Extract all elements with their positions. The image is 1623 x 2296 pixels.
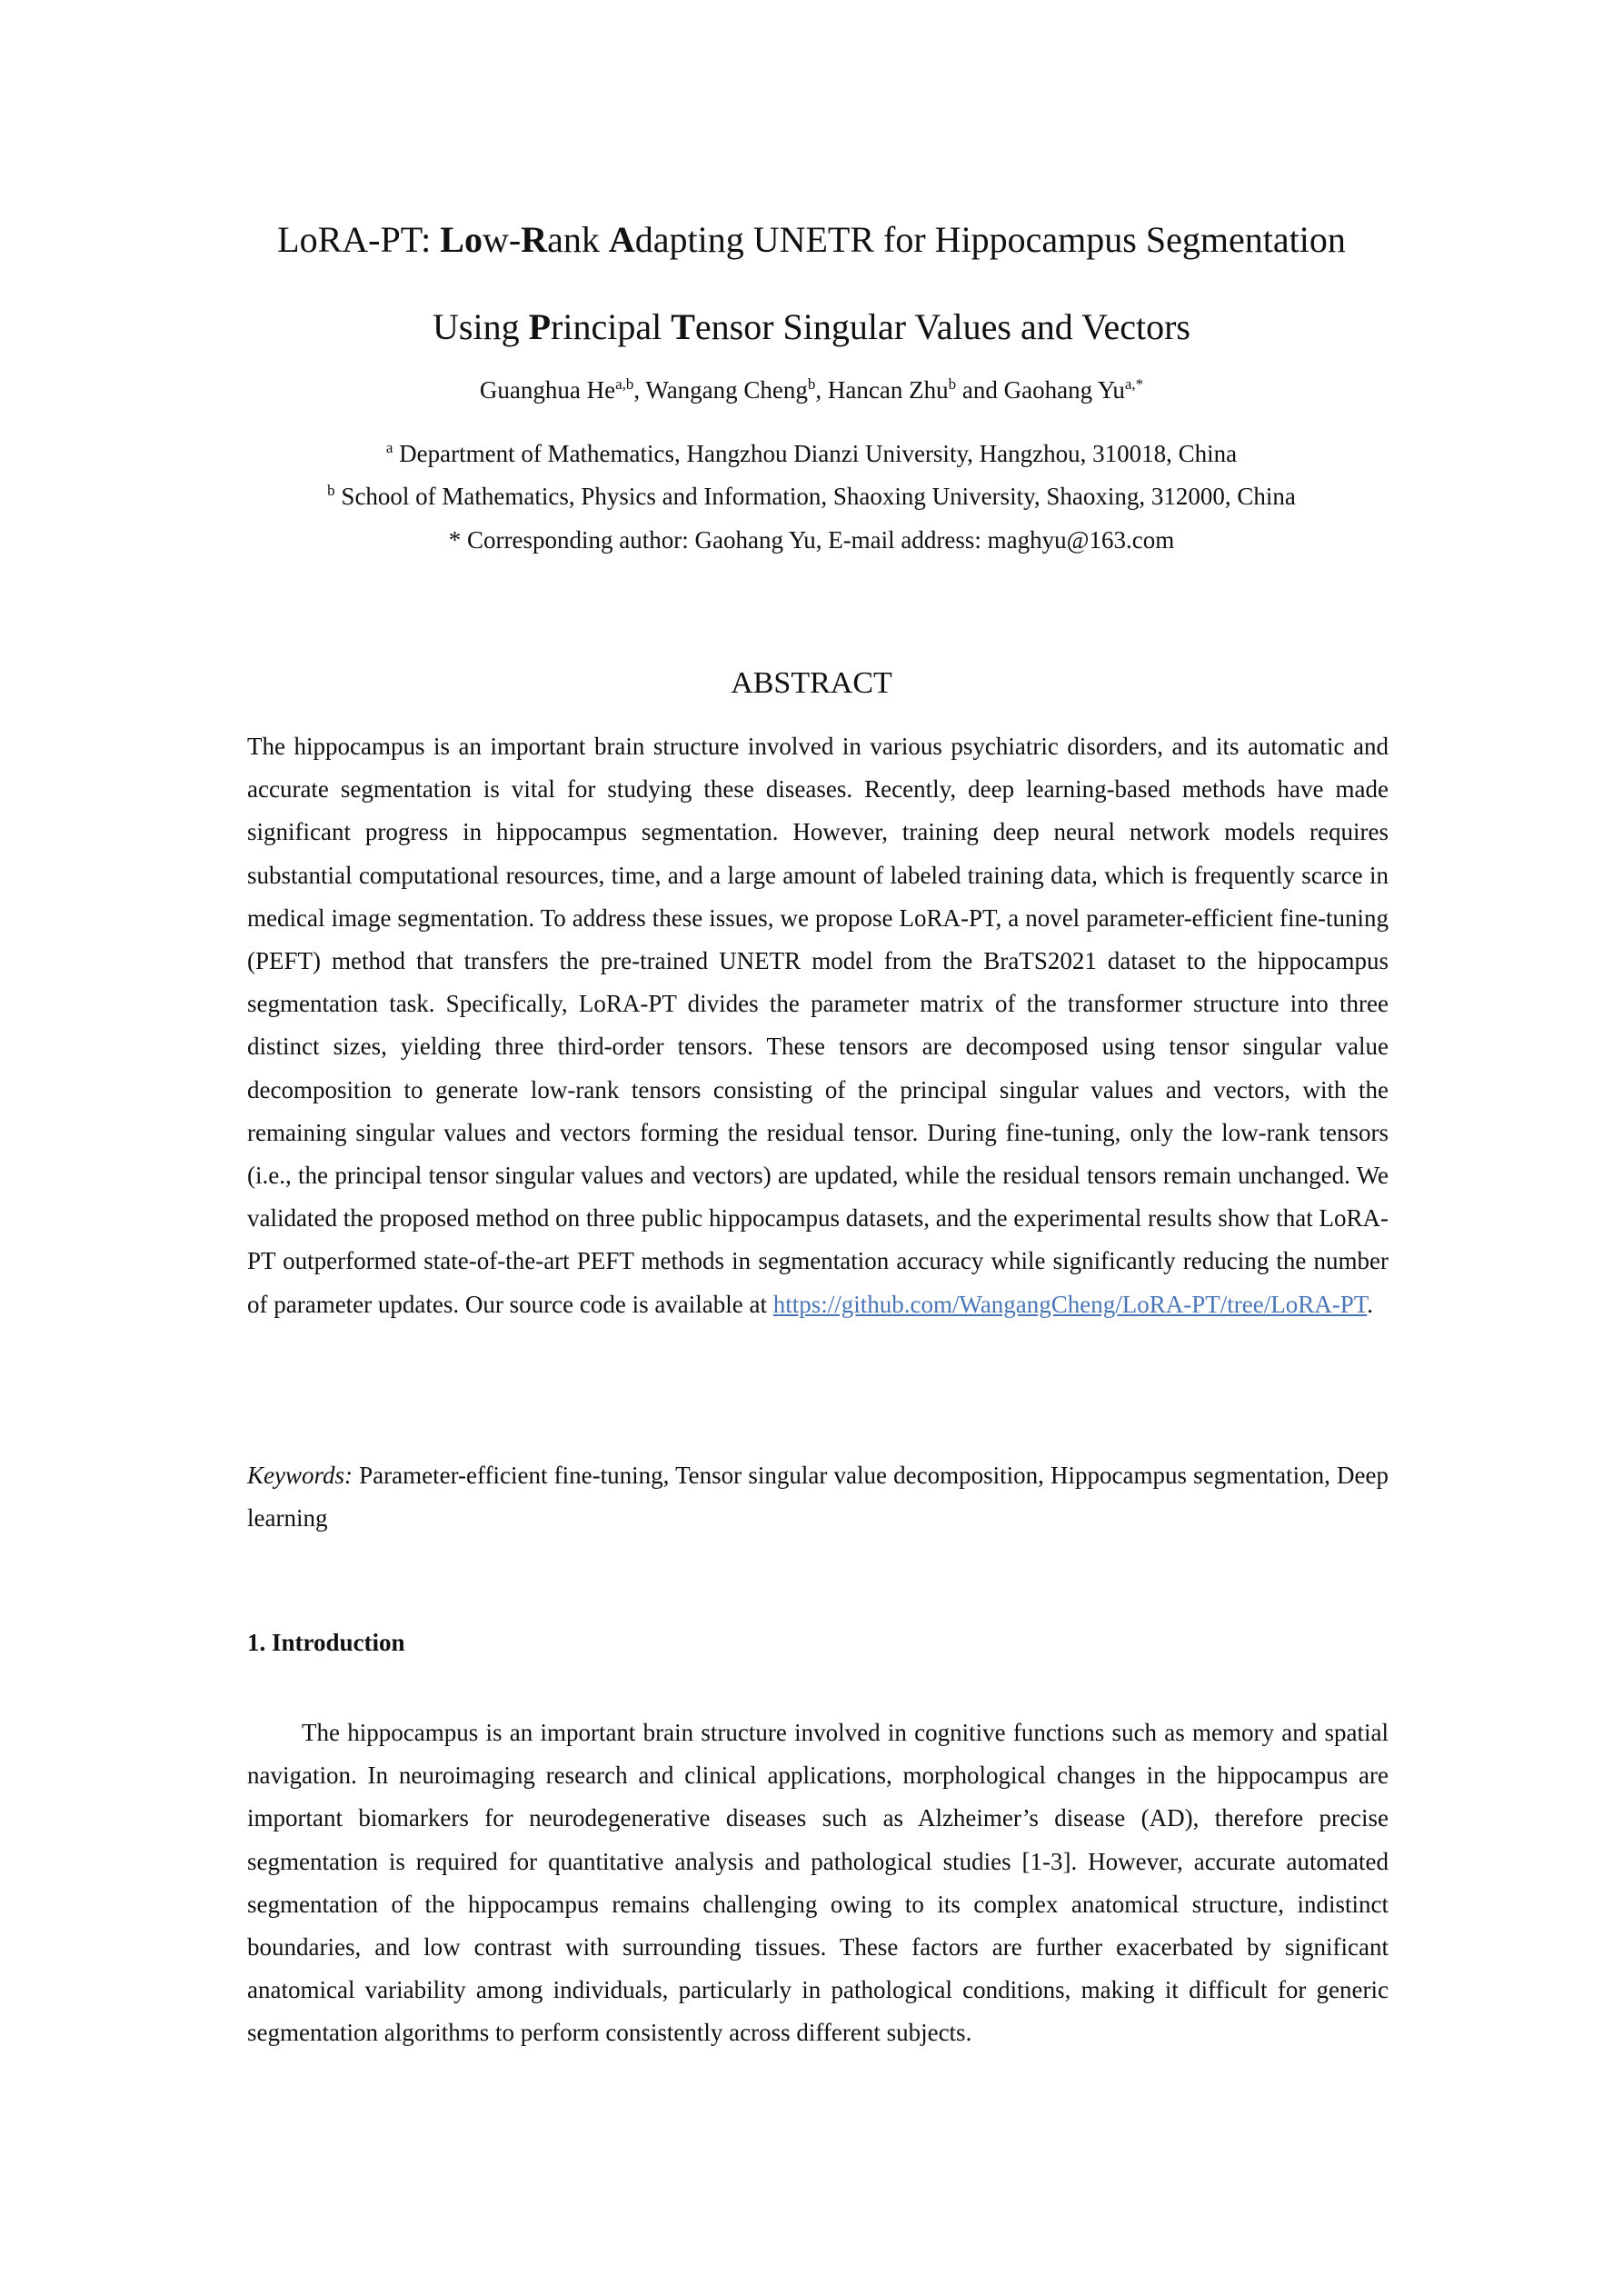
- title-line-2-part: ensor Singular Values and Vectors: [694, 306, 1190, 347]
- title-line-1-part: A: [608, 219, 635, 260]
- affiliation-mark: a: [385, 439, 393, 456]
- affiliation-text: Department of Mathematics, Hangzhou Dianzi University, Hangzhou, 310018, China: [393, 440, 1238, 467]
- abstract-body: [247, 725, 1389, 1326]
- author-name: Hancan Zhu: [827, 376, 949, 404]
- title-line-1-part: Lo: [440, 219, 483, 260]
- author-separator: and: [956, 376, 1004, 404]
- title-line-1-part: w-: [482, 219, 522, 260]
- title-line-2-part: P: [528, 306, 552, 347]
- abstract-text: The hippocampus is an important brain structure involved in various psychiatric disorders, and its automatic and accurate segmentation is vital for studying these diseases. Recently, deep learning-based methods have made significant progress in hippocampus segmentation. However, training deep neural network models requires substantial computational resources, time, and a large amount of labeled training data, which is frequently scarce in medical image segmentation. To address these issues, we propose LoRA-PT, a novel parameter-efficient fine-tuning (PEFT) method that transfers the pre-trained UNETR model from the BraTS2021 dataset to the hippocampus segmentation task. Specifically, LoRA-PT divides the parameter matrix of the transformer structure into three distinct sizes, yielding three third-order tensors. These tensors are decomposed using tensor singular value decomposition to generate low-rank tensors consisting of the principal singular values and vectors, with the remaining singular values and vectors forming the residual tensor. During fine-tuning, only the low-rank tensors (i.e., the principal tensor singular values and vectors) are updated, while the residual tensors remain unchanged. We validated the proposed method on three public hippocampus datasets, and the experimental results show that LoRA-PT outperformed state-of-the-art PEFT methods in segmentation accuracy while significantly reducing the number of parameter updates. Our source code is available at: [247, 733, 1389, 1318]
- title-line-2-part: rincipal: [551, 306, 672, 347]
- author-affiliation-mark: a,b: [615, 375, 634, 393]
- affiliation-a: [0, 440, 1623, 468]
- abstract-heading: ABSTRACT: [731, 666, 892, 700]
- author-name: Guanghua He: [479, 376, 616, 404]
- keywords: [247, 1454, 1389, 1540]
- corresponding-author: * Corresponding author: Gaohang Yu, E-mail address: maghyu@163.com: [448, 526, 1175, 554]
- title-line-2-part: Using: [433, 306, 529, 347]
- affiliation-text: School of Mathematics, Physics and Information, Shaoxing University, Shaoxing, 312000, China: [334, 483, 1296, 510]
- title-line-2-part: T: [671, 306, 695, 347]
- affiliation-b: [0, 483, 1623, 511]
- title-line-1-part: ank: [547, 219, 609, 260]
- source-code-link[interactable]: https://github.com/WangangCheng/LoRA-PT/tree/LoRA-PT: [772, 1290, 1368, 1318]
- abstract-end-punct: .: [1367, 1290, 1373, 1318]
- author-list: [0, 376, 1623, 404]
- affiliation-mark: b: [327, 482, 335, 499]
- title-line-1-part: dapting UNETR for Hippocampus Segmentation: [634, 219, 1346, 260]
- keywords-text: Parameter-efficient fine-tuning, Tensor singular value decomposition, Hippocampus segmentation, Deep learning: [247, 1462, 1389, 1532]
- section-heading-introduction: 1. Introduction: [247, 1629, 405, 1656]
- author-separator: ,: [815, 376, 828, 404]
- author-affiliation-mark: b: [948, 375, 957, 393]
- title-line-1-part: R: [521, 219, 548, 260]
- author-name: Gaohang Yu: [1003, 376, 1125, 404]
- keywords-label: Keywords:: [247, 1462, 353, 1489]
- paper-title-line-2: [0, 305, 1623, 349]
- introduction-paragraph: The hippocampus is an important brain structure involved in cognitive functions such as memory and spatial navigation. In neuroimaging research and clinical applications, morphological changes in the hippocampus are important biomarkers for neurodegenerative diseases such as Alzheimer’s disease (AD), therefore precise segmentation is required for quantitative analysis and pathological studies [1-3]. However, accurate automated segmentation of the hippocampus remains challenging owing to its complex anatomical structure, indistinct boundaries, and low contrast with surrounding tissues. These factors are further exacerbated by significant anatomical variability among individuals, particularly in pathological conditions, making it difficult for generic segmentation algorithms to perform consistently across different subjects.: [247, 1719, 1389, 2047]
- author-affiliation-mark: a,*: [1124, 375, 1144, 393]
- paper-title-line-1: [0, 218, 1623, 262]
- author-name: Wangang Cheng: [645, 376, 808, 404]
- author-affiliation-mark: b: [807, 375, 816, 393]
- title-line-1-part: LoRA-PT:: [277, 219, 441, 260]
- author-separator: ,: [633, 376, 646, 404]
